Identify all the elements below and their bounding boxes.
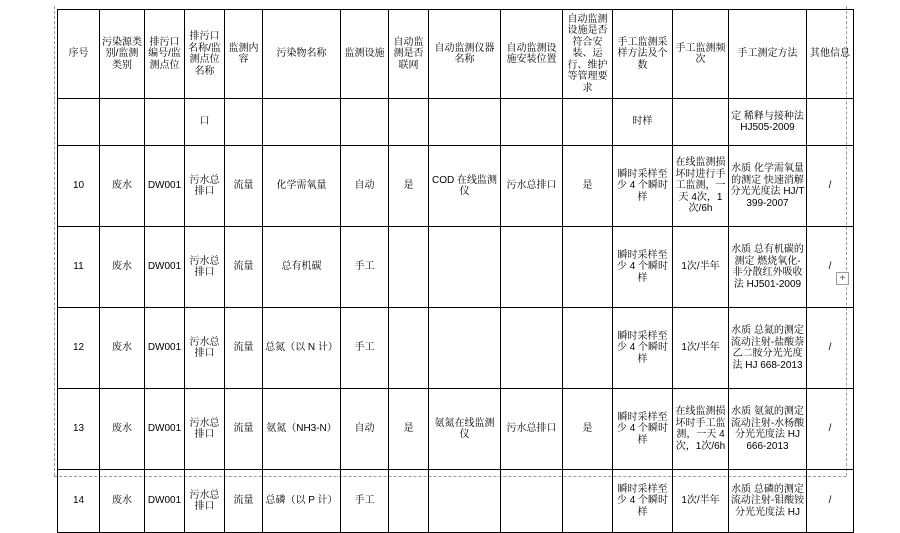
cell-install-position [501, 470, 563, 533]
cell-compliance [563, 470, 613, 533]
cell-outlet-name: 污水总排口 [185, 146, 225, 227]
cell-sampling-method: 瞬时采样至少 4 个瞬时样 [613, 227, 673, 308]
cell-pollutant: 总氮（以 N 计） [263, 308, 341, 389]
cell-category: 废水 [100, 146, 145, 227]
cell-measure-method: 水质 总氮的测定 流动注射-盐酸萘乙二胺分光光度法 HJ 668-2013 [729, 308, 807, 389]
cell-facility [341, 99, 389, 146]
cell-networked: 是 [389, 146, 429, 227]
column-header-networked: 自动监测是否联网 [389, 10, 429, 99]
table-row [58, 146, 854, 227]
cell-measure-method: 水质 氨氮的测定 流动注射-水杨酸分光光度法 HJ 666-2013 [729, 389, 807, 470]
cell-networked [389, 99, 429, 146]
monitoring-table-container [57, 9, 850, 533]
cell-content: 流量 [225, 308, 263, 389]
cell-frequency [673, 99, 729, 146]
cell-category [100, 99, 145, 146]
cell-outlet-name: 污水总排口 [185, 389, 225, 470]
cell-content: 流量 [225, 470, 263, 533]
cell-install-position: 污水总排口 [501, 146, 563, 227]
cell-pollutant: 总有机碳 [263, 227, 341, 308]
column-header-install-position: 自动监测设施安装位置 [501, 10, 563, 99]
column-header-seq: 序号 [58, 10, 100, 99]
cell-compliance: 是 [563, 389, 613, 470]
cell-other: / [807, 389, 854, 470]
cell-category: 废水 [100, 389, 145, 470]
cell-seq: 14 [58, 470, 100, 533]
cell-sampling-method: 瞬时采样至少 4 个瞬时样 [613, 146, 673, 227]
column-header-outlet-code: 排污口编号/监测点位 [145, 10, 185, 99]
cell-outlet-name: 污水总排口 [185, 227, 225, 308]
cell-facility: 自动 [341, 389, 389, 470]
table-row [58, 227, 854, 308]
cell-install-position [501, 227, 563, 308]
cell-content [225, 99, 263, 146]
cell-other: / [807, 227, 854, 308]
column-header-outlet-name: 排污口名称/监测点位名称 [185, 10, 225, 99]
column-header-facility: 监测设施 [341, 10, 389, 99]
cell-frequency: 在线监测损坏时手工监测，一天 4次，1次/6h [673, 389, 729, 470]
table-header-row [58, 10, 854, 99]
table-body [58, 99, 854, 533]
expand-table-handle[interactable]: + [836, 272, 849, 285]
column-header-content: 监测内容 [225, 10, 263, 99]
cell-seq [58, 99, 100, 146]
cell-outlet-name: 污水总排口 [185, 470, 225, 533]
cell-install-position: 污水总排口 [501, 389, 563, 470]
cell-outlet-code: DW001 [145, 308, 185, 389]
cell-instrument: 氨氮在线监测仪 [429, 389, 501, 470]
cell-measure-method: 水质 总磷的测定 流动注射-钼酸铵分光光度法 HJ [729, 470, 807, 533]
cell-outlet-code: DW001 [145, 389, 185, 470]
cell-outlet-name: 口 [185, 99, 225, 146]
cell-measure-method: 定 稀释与接种法 HJ505-2009 [729, 99, 807, 146]
cell-frequency: 1次/半年 [673, 227, 729, 308]
cell-frequency: 1次/半年 [673, 308, 729, 389]
cell-install-position [501, 308, 563, 389]
cell-install-position [501, 99, 563, 146]
cell-other: / [807, 146, 854, 227]
column-header-frequency: 手工监测频次 [673, 10, 729, 99]
cell-networked [389, 308, 429, 389]
cell-outlet-code: DW001 [145, 146, 185, 227]
cell-seq: 11 [58, 227, 100, 308]
column-header-instrument: 自动监测仪器名称 [429, 10, 501, 99]
cell-compliance [563, 308, 613, 389]
cell-instrument [429, 227, 501, 308]
table-row [58, 99, 854, 146]
cell-compliance [563, 227, 613, 308]
cell-other: / [807, 308, 854, 389]
column-header-category: 污染源类别/监测类别 [100, 10, 145, 99]
cell-category: 废水 [100, 308, 145, 389]
column-header-pollutant: 污染物名称 [263, 10, 341, 99]
cell-sampling-method: 瞬时采样至少 4 个瞬时样 [613, 470, 673, 533]
page-boundary-left [54, 6, 55, 476]
table-row [58, 308, 854, 389]
cell-content: 流量 [225, 227, 263, 308]
cell-content: 流量 [225, 146, 263, 227]
cell-facility: 手工 [341, 227, 389, 308]
cell-networked [389, 227, 429, 308]
cell-other: / [807, 470, 854, 533]
cell-seq: 10 [58, 146, 100, 227]
cell-content: 流量 [225, 389, 263, 470]
cell-pollutant: 氨氮（NH3-N） [263, 389, 341, 470]
cell-category: 废水 [100, 227, 145, 308]
column-header-sampling-method: 手工监测采样方法及个数 [613, 10, 673, 99]
table-row [58, 389, 854, 470]
cell-sampling-method: 瞬时采样至少 4 个瞬时样 [613, 308, 673, 389]
cell-facility: 手工 [341, 470, 389, 533]
cell-facility: 自动 [341, 146, 389, 227]
cell-frequency: 在线监测损坏时进行手工监测，一天 4次，1次/6h [673, 146, 729, 227]
cell-seq: 12 [58, 308, 100, 389]
monitoring-table [57, 9, 854, 533]
cell-networked: 是 [389, 389, 429, 470]
cell-sampling-method: 瞬时采样至少 4 个瞬时样 [613, 389, 673, 470]
cell-frequency: 1次/半年 [673, 470, 729, 533]
cell-instrument [429, 99, 501, 146]
cell-outlet-code [145, 99, 185, 146]
column-header-compliance: 自动监测设施是否符合安装、运行、维护等管理要求 [563, 10, 613, 99]
cell-category: 废水 [100, 470, 145, 533]
cell-instrument [429, 308, 501, 389]
cell-seq: 13 [58, 389, 100, 470]
cell-outlet-name: 污水总排口 [185, 308, 225, 389]
column-header-measure-method: 手工测定方法 [729, 10, 807, 99]
cell-measure-method: 水质 化学需氧量的测定 快速消解分光光度法 HJ/T 399-2007 [729, 146, 807, 227]
cell-pollutant: 总磷（以 P 计） [263, 470, 341, 533]
cell-facility: 手工 [341, 308, 389, 389]
cell-pollutant: 化学需氧量 [263, 146, 341, 227]
cell-compliance [563, 99, 613, 146]
cell-outlet-code: DW001 [145, 227, 185, 308]
column-header-other: 其他信息 [807, 10, 854, 99]
cell-instrument: COD 在线监测仪 [429, 146, 501, 227]
cell-sampling-method: 时样 [613, 99, 673, 146]
cell-pollutant [263, 99, 341, 146]
cell-other [807, 99, 854, 146]
cell-measure-method: 水质 总有机碳的测定 燃烧氧化-非分散红外吸收法 HJ501-2009 [729, 227, 807, 308]
cell-compliance: 是 [563, 146, 613, 227]
cell-outlet-code: DW001 [145, 470, 185, 533]
cell-networked [389, 470, 429, 533]
cell-instrument [429, 470, 501, 533]
table-row [58, 470, 854, 533]
